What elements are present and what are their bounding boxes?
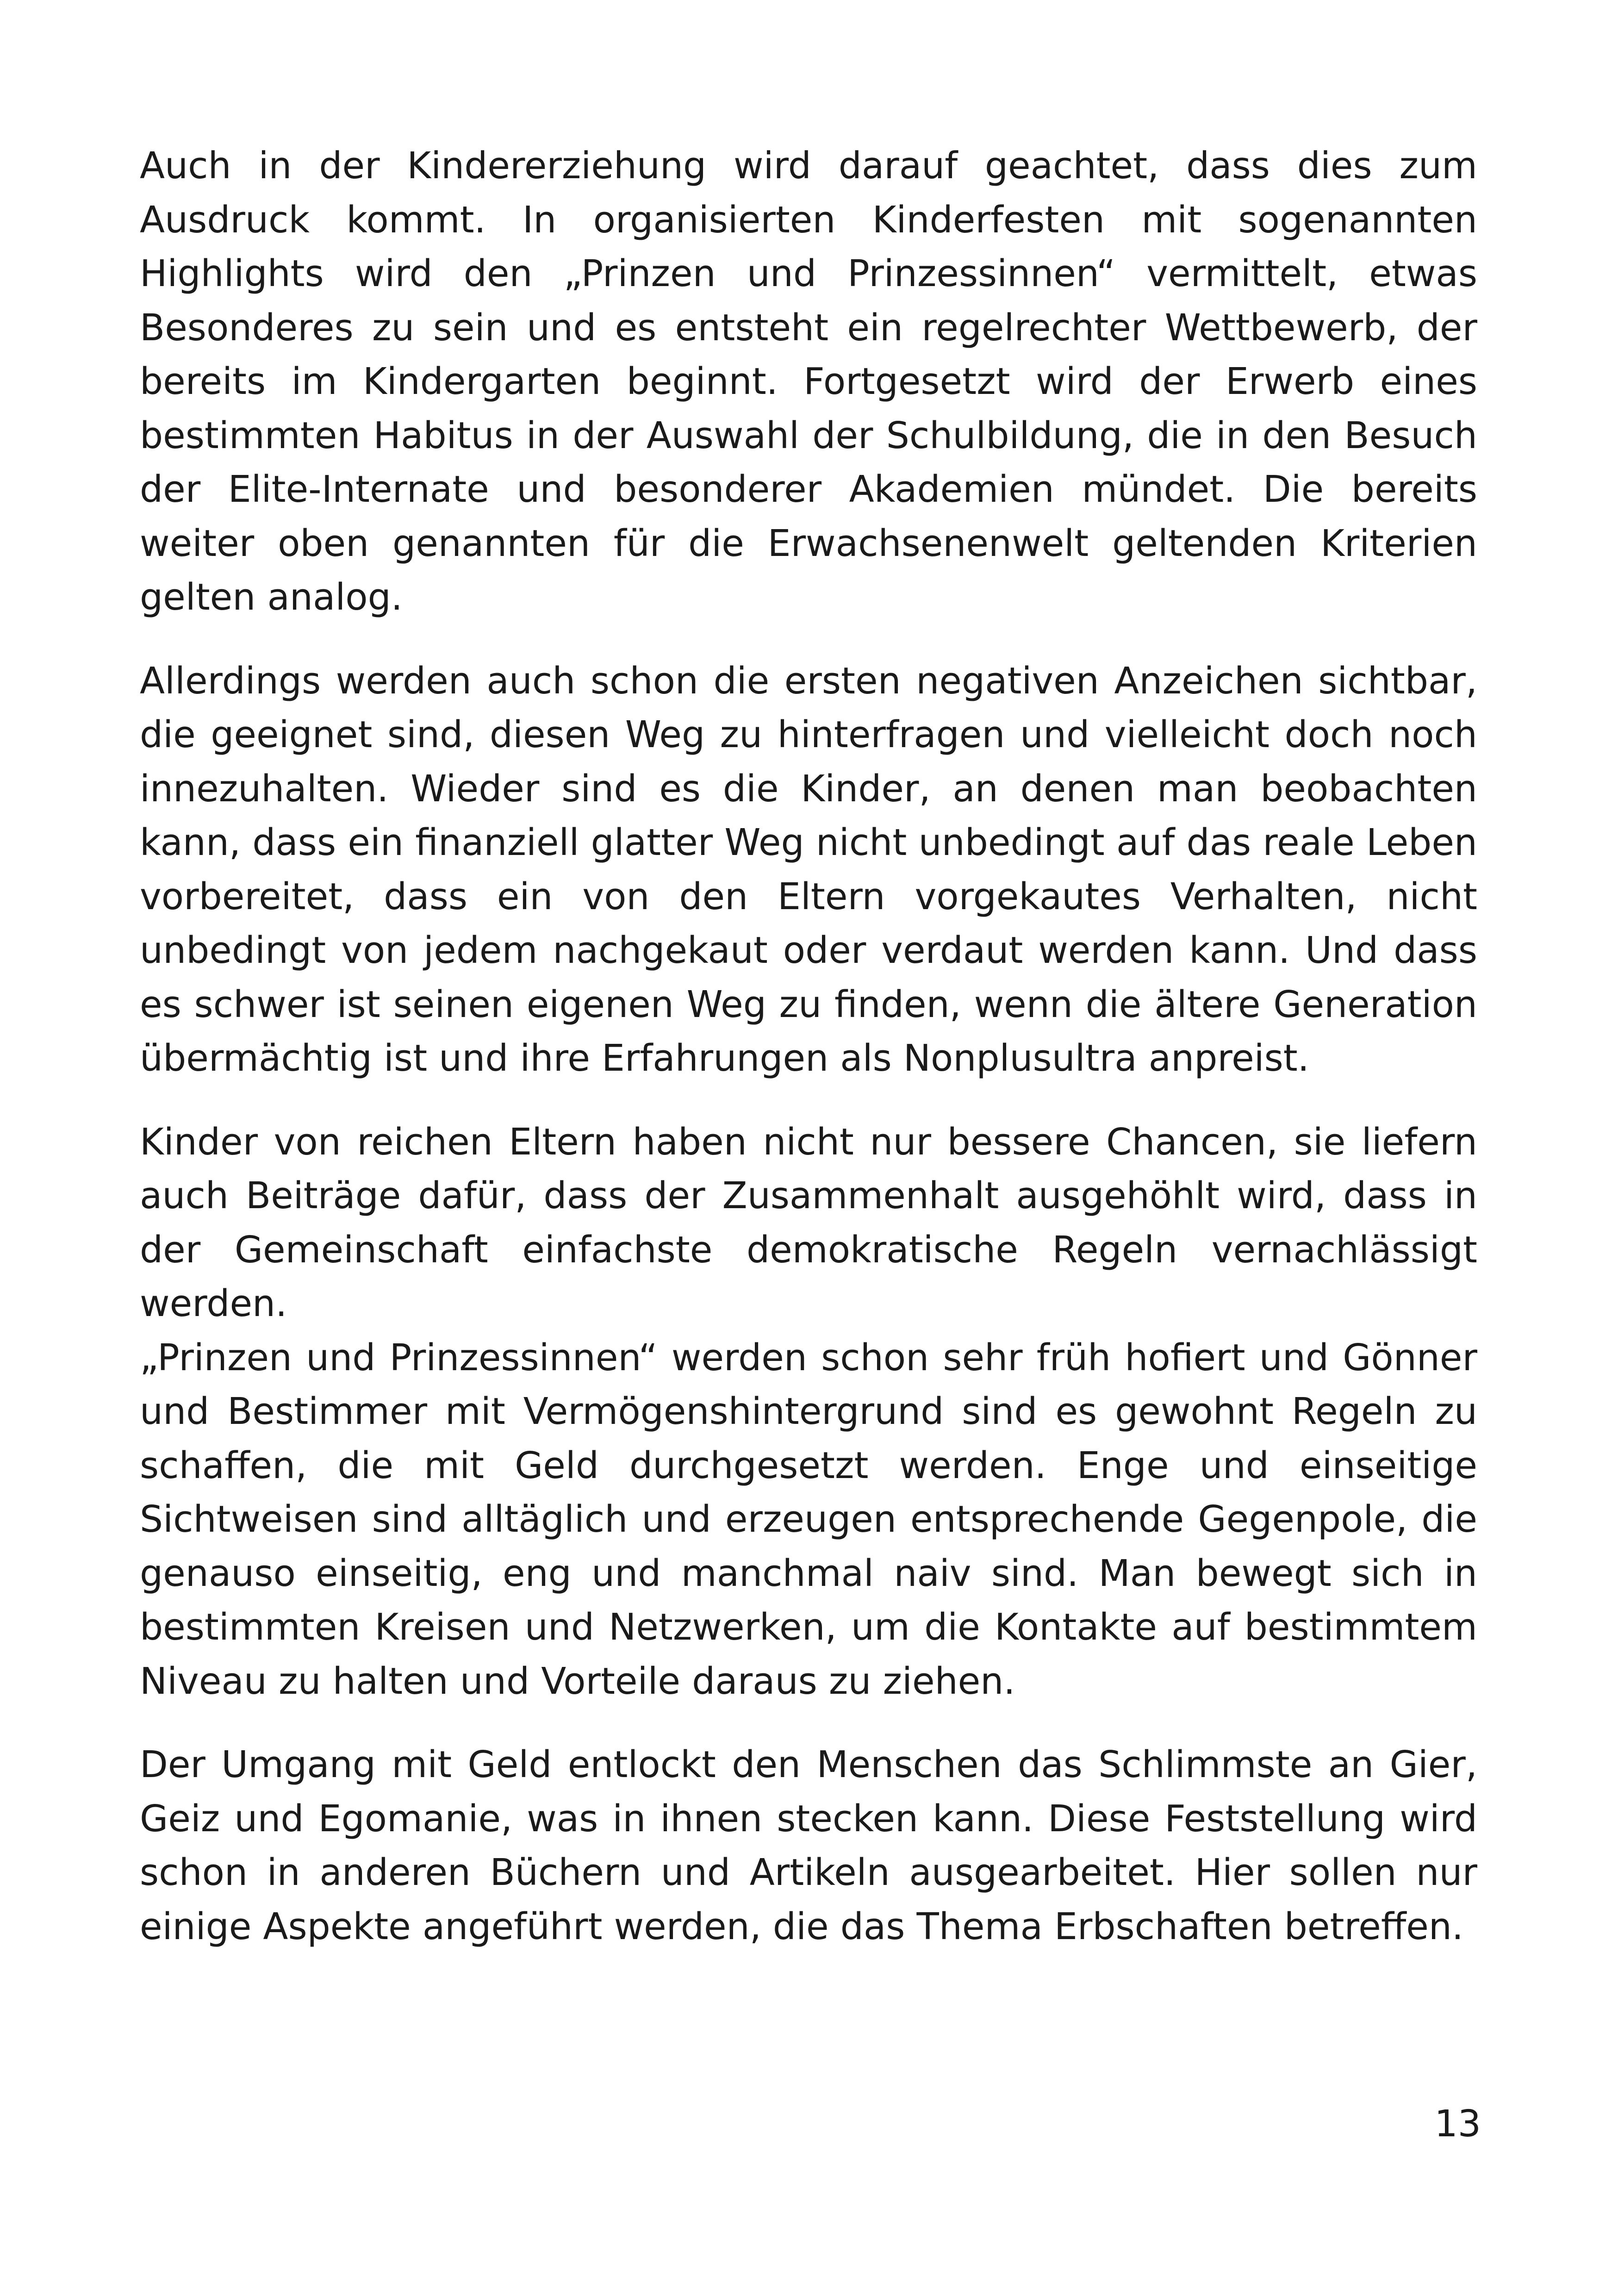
paragraph-1: Auch in der Kindererziehung wird darauf geachtet, dass dies zum Ausdruck kommt. In organisierten Kinderfesten mit sogenannten Highlights wird den „Prinzen und Prinzessinnen“ vermittelt, etwas Besonderes zu sein und es entsteht ein regelrechter Wettbewerb, der bereits im Kindergarten beginnt. Fortgesetzt wird der Erwerb eines bestimmten Habitus in der Auswahl der Schulbildung, die in den Besuch der Elite-Internate und besonderer Akademien mündet. Die bereits weiter oben genannten für die Erwachsenenwelt geltenden Kriterien gelten analog. xyxy=(140,144,1477,618)
page-body xyxy=(140,139,1477,1953)
paragraph-4: „Prinzen und Prinzessinnen“ werden schon sehr früh hofiert und Gönner und Bestimmer mit Vermögenshintergrund sind es gewohnt Regeln zu schaffen, die mit Geld durchgesetzt werden. Enge und einseitige Sichtweisen sind alltäglich und erzeugen entsprechende Gegenpole, die genauso einseitig, eng und manchmal naiv sind. Man bewegt sich in bestimmten Kreisen und Netzwerken, um die Kontakte auf bestimmtem Niveau zu halten und Vorteile daraus zu ziehen. xyxy=(140,1336,1477,1703)
paragraph-2: Allerdings werden auch schon die ersten negativen Anzeichen sichtbar, die geeignet sind, diesen Weg zu hinterfragen und vielleicht doch noch innezuhalten. Wieder sind es die Kinder, an denen man beobachten kann, dass ein finanziell glatter Weg nicht unbedingt auf das reale Leben vorbereitet, dass ein von den Eltern vorgekautes Verhalten, nicht unbedingt von jedem nachgekaut oder verdaut werden kann. Und dass es schwer ist seinen eigenen Weg zu finden, wenn die ältere Generation übermächtig ist und ihre Erfahrungen als Nonplusultra anpreist. xyxy=(140,659,1477,1079)
paragraph-3: Kinder von reichen Eltern haben nicht nur bessere Chancen, sie liefern auch Beiträge dafür, dass der Zusammenhalt ausgehöhlt wird, dass in der Gemeinschaft einfachste demokratische Regeln vernachlässigt werden. xyxy=(140,1120,1477,1325)
paragraph-5: Der Umgang mit Geld entlockt den Menschen das Schlimmste an Gier, Geiz und Egomanie, was in ihnen stecken kann. Diese Feststellung wird schon in anderen Büchern und Artikeln ausgearbeitet. Hier sollen nur einige Aspekte angeführt werden, die das Thema Erbschaften betreffen. xyxy=(140,1743,1477,1948)
page-number: 13 xyxy=(1434,2103,1481,2145)
